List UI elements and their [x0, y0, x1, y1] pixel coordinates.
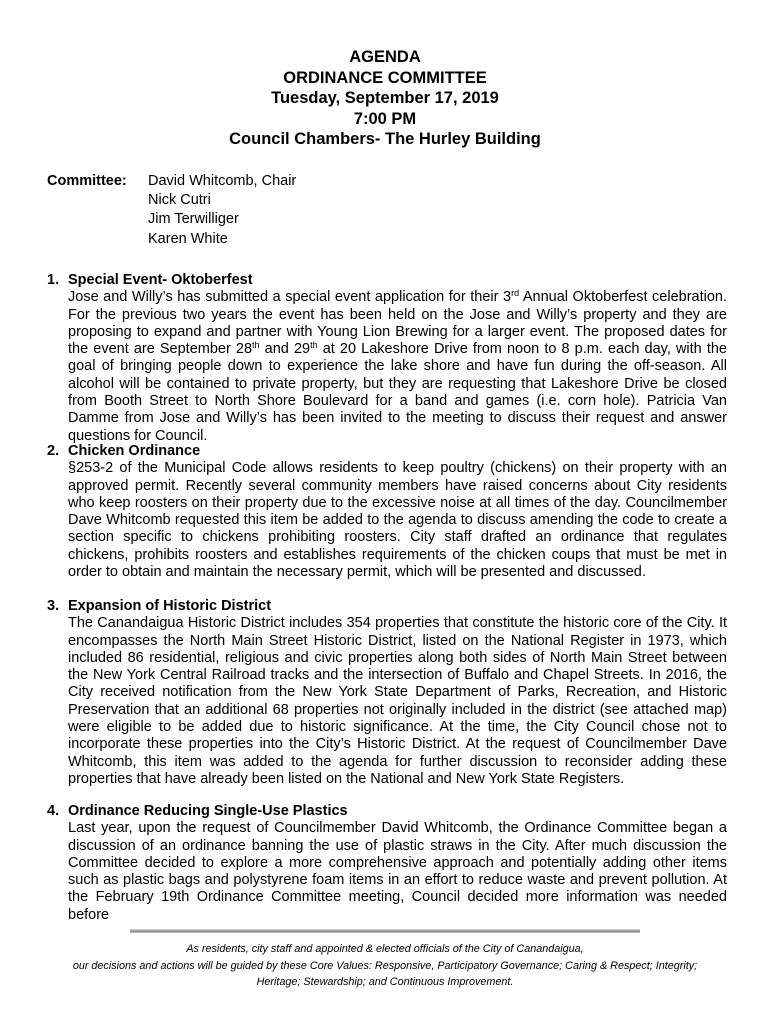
meeting-date: Tuesday, September 17, 2019	[271, 89, 499, 107]
member-list	[148, 172, 296, 249]
item-number: 2.	[47, 443, 60, 459]
agenda-title: AGENDA	[349, 48, 421, 66]
item-body: §253-2 of the Municipal Code allows residents to keep poultry (chickens) on their property with an approved permit. Recently several community members have raised concerns about City residents who keep roosters on their property due to the excessive noise at all times of the day. Councilmember Dave Whitcomb requested this item be added to the agenda to discuss amending the code to create a section specific to chickens prohibiting roosters. City staff drafted an ordinance that regulates chickens, prohibits roosters and establishes requirements of the chicken coups that must be met in order to obtain and maintain the necessary permit, which will be presented and discussed.	[68, 460, 727, 581]
item-number: 1.	[47, 272, 60, 288]
item-title: Expansion of Historic District	[68, 598, 272, 614]
footer-divider	[130, 929, 640, 933]
ordinal-suffix: th	[252, 340, 260, 351]
item-body	[68, 289, 727, 445]
agenda-item-single-use-plastics	[47, 803, 727, 924]
committee-name: ORDINANCE COMMITTEE	[283, 68, 487, 87]
meeting-time: 7:00 PM	[353, 109, 417, 128]
ordinal-suffix: th	[310, 340, 318, 351]
member-name: Nick Cutri	[148, 192, 211, 209]
footer-line: Heritage; Stewardship; and Continuous Improvement.	[256, 976, 514, 988]
item-number: 3.	[47, 598, 60, 614]
item-text: and 29	[259, 341, 311, 358]
member-name: Karen White	[148, 230, 228, 247]
footer-line: As residents, city staff and appointed & elected officials of the City of Canandaigua,	[186, 943, 584, 955]
ordinal-suffix: rd	[511, 288, 520, 299]
agenda-item-chicken-ordinance	[47, 443, 727, 581]
footer-line: our decisions and actions will be guided by these Core Values: Responsive, Participatory Governance; Caring & Respect; Integrity;	[72, 959, 698, 972]
item-number: 4.	[47, 803, 60, 819]
item-title: Special Event- Oktoberfest	[68, 272, 253, 288]
agenda-item-oktoberfest	[47, 272, 727, 445]
item-title: Chicken Ordinance	[68, 443, 201, 459]
item-text: Jose and Willy’s has submitted a special event application for their 3	[68, 289, 512, 306]
core-values-footer	[0, 941, 770, 991]
member-name: David Whitcomb, Chair	[148, 173, 297, 189]
agenda-item-historic-district	[47, 598, 727, 788]
item-body: The Canandaigua Historic District includes 354 properties that constitute the historic core of the City. It encompasses the North Main Street Historic District, listed on the National Register in 1973, which included 86 residential, religious and civic properties along both sides of North Main Street between the New York Central Railroad tracks and the intersection of Buffalo and Chapel Streets. In 2016, the City received notification from the New York State Department of Parks, Recreation, and Historic Preservation that an additional 68 properties not originally included in the district (see attached map) were eligible to be added due to historic significance. At the time, the City Council chose not to incorporate these properties into the City’s Historic District. At the request of Councilmember Dave Whitcomb, this item was added to the agenda for further discussion to reconsider adding these properties that have already been listed on the National and New York State Registers.	[68, 615, 727, 787]
committee-label: Committee:	[47, 173, 127, 189]
item-text: Annual Oktoberfest celebration. For the previous two years the event has been held on the Jose and Willy’s property and they are proposing to expand and partner with Young Lion Brewing for a larger event. The proposed dates for the event are September 28	[68, 289, 727, 358]
item-title: Ordinance Reducing Single-Use Plastics	[68, 803, 348, 819]
member-name: Jim Terwilliger	[148, 211, 239, 228]
item-body: Last year, upon the request of Councilmember David Whitcomb, the Ordinance Committee began a discussion of an ordinance banning the use of plastic straws in the City. After much discussion the Committee decided to explore a more comprehensive approach and potentially adding other items such as plastic bags and polystyrene foam items in an effort to reduce waste and prevent pollution. At the February 19th Ordinance Committee meeting, Council decided more information was needed before	[68, 820, 727, 923]
item-text: at 20 Lakeshore Drive from noon to 8 p.m. each day, with the goal of bringing people down to experience the lake shore and have fun during the off-season. All alcohol will be contained to private property, but they are requesting that Lakeshore Drive be closed from Booth Street to North Shore Boulevard for a band and games (i.e. corn hole). Patricia Van Damme from Jose and Willy’s has been invited to the meeting to discuss their request and answer questions for Council.	[68, 341, 727, 444]
agenda-header	[0, 47, 770, 150]
meeting-location: Council Chambers- The Hurley Building	[229, 130, 541, 148]
